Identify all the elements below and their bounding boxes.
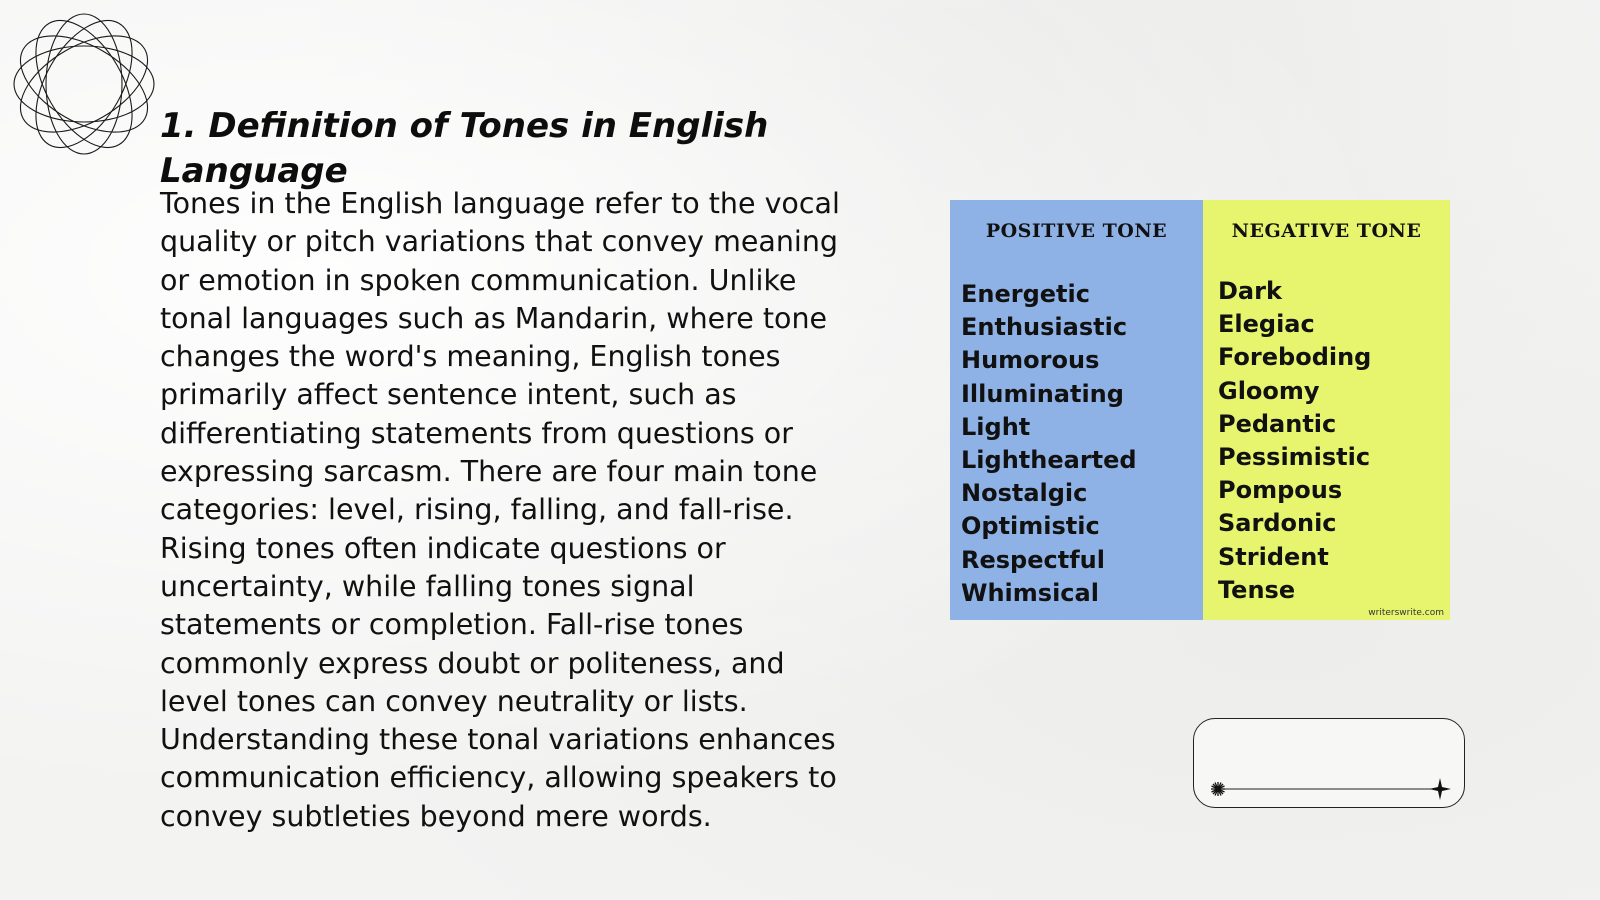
interlaced-rings-icon xyxy=(10,10,158,158)
slide-body: Tones in the English language refer to the vocal quality or pitch variations that convey meaning or emotion in spoken communication. Unlike tonal languages such as Mandarin, where tone changes the word's meaning, English tones primarily affect sentence intent, such as differentiating statements from questions or expressing sarcasm. There are four main tone categories: level, rising, falling, and fall-rise. Rising tones often indicate questions or uncertainty, while falling tones signal statements or completion. Fall-rise tones commonly express doubt or politeness, and level tones can convey neutrality or lists. Understanding these tonal variations enhances communication efficiency, allowing speakers to convey subtleties beyond mere words. xyxy=(160,187,840,833)
pill-line-graphic xyxy=(1194,719,1466,809)
list-item: Light xyxy=(961,412,1031,441)
list-item: Pompous xyxy=(1218,476,1343,505)
positive-tone-column xyxy=(950,200,1203,620)
list-item: Pedantic xyxy=(1218,409,1337,438)
positive-tone-heading: POSITIVE TONE xyxy=(985,220,1168,242)
list-item: Dark xyxy=(1218,277,1282,305)
list-item: Enthusiastic xyxy=(961,313,1128,342)
list-item: Strident xyxy=(1218,542,1329,571)
list-item: Nostalgic xyxy=(961,479,1088,508)
table-source-credit: writerswrite.com xyxy=(1368,608,1444,618)
list-item: Energetic xyxy=(961,280,1090,308)
negative-tone-column xyxy=(1203,200,1450,620)
positive-tone-list xyxy=(961,278,1137,610)
tone-table xyxy=(950,200,1450,620)
decorative-pill-frame xyxy=(1193,718,1465,808)
list-item: Tense xyxy=(1218,575,1296,604)
negative-tone-heading: NEGATIVE TONE xyxy=(1231,220,1422,242)
list-item: Optimistic xyxy=(961,512,1100,541)
list-item: Pessimistic xyxy=(1218,443,1371,472)
list-item: Illuminating xyxy=(961,379,1124,408)
list-item: Lighthearted xyxy=(961,446,1137,475)
list-item: Elegiac xyxy=(1218,310,1315,339)
list-item: Respectful xyxy=(961,545,1105,574)
starburst-icon xyxy=(1211,782,1225,796)
list-item: Foreboding xyxy=(1218,343,1372,372)
list-item: Whimsical xyxy=(961,578,1099,607)
sparkle-icon xyxy=(1429,778,1451,800)
list-item: Humorous xyxy=(961,346,1100,375)
list-item: Gloomy xyxy=(1218,376,1320,405)
negative-tone-list xyxy=(1218,275,1371,607)
slide-title: 1. Definition of Tones in English Language xyxy=(160,106,769,191)
list-item: Sardonic xyxy=(1218,509,1337,538)
